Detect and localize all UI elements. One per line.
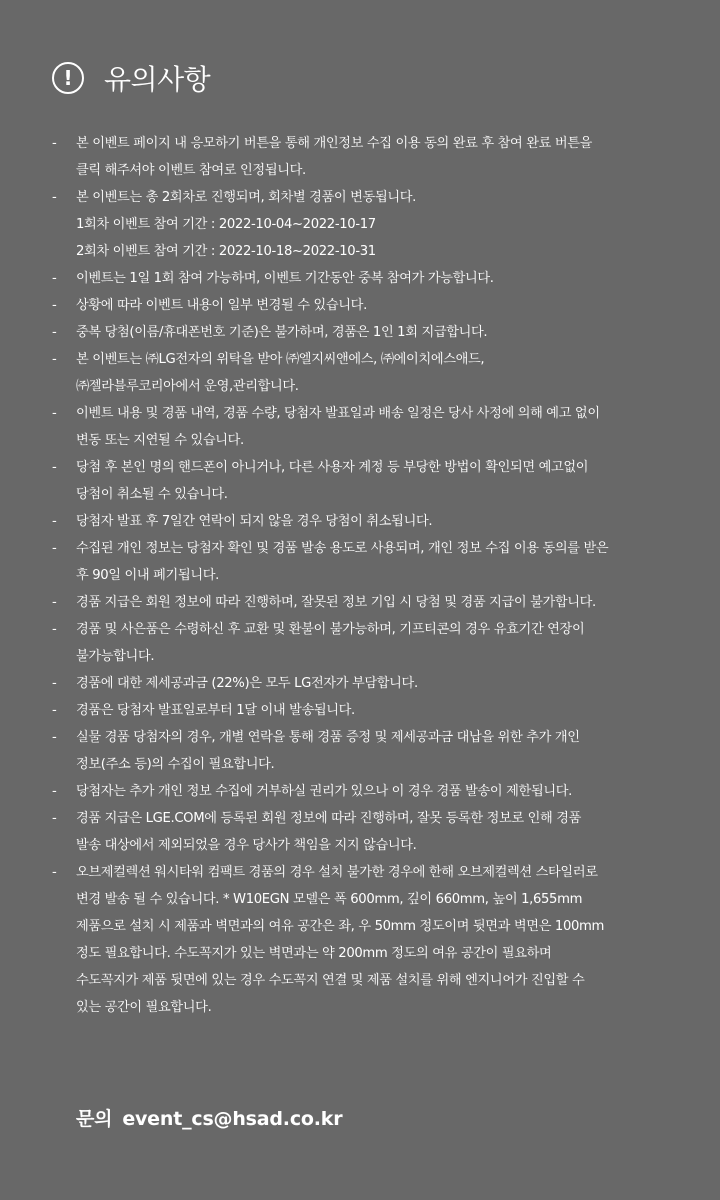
bullet-dash: - bbox=[52, 622, 57, 637]
notice-line: 수집된 개인 정보는 당첨자 확인 및 경품 발송 용도로 사용되며, 개인 정보 수집 이용 동의를 받은 bbox=[76, 541, 609, 556]
bullet-dash: - bbox=[52, 811, 57, 826]
notice-line: 경품 지급은 LGE.COM에 등록된 회원 정보에 따라 진행하며, 잘못 등록한 정보로 인해 경품 bbox=[76, 811, 582, 826]
bullet-dash: - bbox=[52, 514, 57, 529]
notice-text bbox=[76, 778, 692, 805]
bullet-dash: - bbox=[52, 595, 57, 610]
bullet-dash: - bbox=[52, 136, 57, 151]
notice-item bbox=[52, 535, 692, 589]
notice-line: 있는 공간이 필요합니다. bbox=[76, 1000, 212, 1015]
notice-item bbox=[52, 805, 692, 859]
notice-item bbox=[52, 670, 692, 697]
bullet-dash: - bbox=[52, 271, 57, 286]
notice-line: 당첨자 발표 후 7일간 연락이 되지 않을 경우 당첨이 취소됩니다. bbox=[76, 514, 433, 529]
notice-line: 실물 경품 당첨자의 경우, 개별 연락을 통해 경품 증정 및 제세공과금 대납을 위한 추가 개인 bbox=[76, 730, 580, 745]
notice-list bbox=[52, 130, 692, 1021]
notice-text bbox=[76, 724, 692, 778]
notice-text bbox=[76, 184, 692, 265]
notice-item bbox=[52, 346, 692, 400]
notice-text bbox=[76, 859, 692, 1021]
notice-line: 본 이벤트는 총 2회차로 진행되며, 회차별 경품이 변동됩니다. bbox=[76, 190, 416, 205]
notice-item bbox=[52, 697, 692, 724]
notice-text bbox=[76, 589, 692, 616]
notice-line: 당첨이 취소될 수 있습니다. bbox=[76, 487, 228, 502]
notice-text bbox=[76, 508, 692, 535]
notice-line: 본 이벤트 페이지 내 응모하기 버튼을 통해 개인정보 수집 이용 동의 완료 후 참여 완료 버튼을 bbox=[76, 136, 593, 151]
contact-info bbox=[76, 1104, 342, 1131]
notice-line: 경품은 당첨자 발표일로부터 1달 이내 발송됩니다. bbox=[76, 703, 355, 718]
bullet-dash: - bbox=[52, 703, 57, 718]
notice-line: 2회차 이벤트 참여 기간 : 2022-10-18~2022-10-31 bbox=[76, 244, 376, 259]
notice-line: 수도꼭지가 제품 뒷면에 있는 경우 수도꼭지 연결 및 제품 설치를 위해 엔지니어가 진입할 수 bbox=[76, 973, 585, 988]
bullet-dash: - bbox=[52, 676, 57, 691]
notice-line: 경품에 대한 제세공과금 (22%)은 모두 LG전자가 부담합니다. bbox=[76, 676, 418, 691]
notice-line: ㈜젤라블루코리아에서 운영,관리합니다. bbox=[76, 379, 299, 394]
notice-line: 정도 필요합니다. 수도꼭지가 있는 벽면과는 약 200mm 정도의 여유 공간이 필요하며 bbox=[76, 946, 552, 961]
notice-line: 당첨 후 본인 명의 핸드폰이 아니거나, 다른 사용자 계정 등 부당한 방법이 확인되면 예고없이 bbox=[76, 460, 589, 475]
notice-item bbox=[52, 454, 692, 508]
bullet-dash: - bbox=[52, 190, 57, 205]
notice-line: 중복 당첨(이름/휴대폰번호 기준)은 불가하며, 경품은 1인 1회 지급합니다. bbox=[76, 325, 488, 340]
notice-line: 제품으로 설치 시 제품과 벽면과의 여유 공간은 좌, 우 50mm 정도이며 뒷면과 벽면은 100mm bbox=[76, 919, 605, 934]
bullet-dash: - bbox=[52, 460, 57, 475]
bullet-dash: - bbox=[52, 298, 57, 313]
notice-text bbox=[76, 265, 692, 292]
notice-item bbox=[52, 319, 692, 346]
notice-text bbox=[76, 319, 692, 346]
notice-text bbox=[76, 535, 692, 589]
notice-line: 발송 대상에서 제외되었을 경우 당사가 책임을 지지 않습니다. bbox=[76, 838, 417, 853]
notice-line: 본 이벤트는 ㈜LG전자의 위탁을 받아 ㈜엘지씨앤에스, ㈜에이치에스애드, bbox=[76, 352, 485, 367]
notice-text bbox=[76, 616, 692, 670]
notice-line: 후 90일 이내 폐기됩니다. bbox=[76, 568, 219, 583]
notice-item bbox=[52, 130, 692, 184]
notice-item bbox=[52, 589, 692, 616]
bullet-dash: - bbox=[52, 541, 57, 556]
notice-line: 1회차 이벤트 참여 기간 : 2022-10-04~2022-10-17 bbox=[76, 217, 376, 232]
notice-item bbox=[52, 724, 692, 778]
bullet-dash: - bbox=[52, 406, 57, 421]
notice-item bbox=[52, 778, 692, 805]
notice-text bbox=[76, 292, 692, 319]
page-title: 유의사항 bbox=[104, 63, 211, 96]
notice-line: 당첨자는 추가 개인 정보 수집에 거부하실 권리가 있으나 이 경우 경품 발송이 제한됩니다. bbox=[76, 784, 572, 799]
notice-item bbox=[52, 400, 692, 454]
bullet-dash: - bbox=[52, 865, 57, 880]
notice-item bbox=[52, 508, 692, 535]
notice-line: 오브제컬렉션 워시타워 컴팩트 경품의 경우 설치 불가한 경우에 한해 오브제컬렉션 스타일러로 bbox=[76, 865, 598, 880]
notice-text bbox=[76, 400, 692, 454]
notice-item bbox=[52, 616, 692, 670]
notice-line: 이벤트는 1일 1회 참여 가능하며, 이벤트 기간동안 중복 참여가 가능합니다. bbox=[76, 271, 494, 286]
bullet-dash: - bbox=[52, 325, 57, 340]
notice-text bbox=[76, 346, 692, 400]
notice-line: 이벤트 내용 및 경품 내역, 경품 수량, 당첨자 발표일과 배송 일정은 당사 사정에 의해 예고 없이 bbox=[76, 406, 600, 421]
notice-line: 변동 또는 지연될 수 있습니다. bbox=[76, 433, 244, 448]
notice-header bbox=[52, 56, 210, 100]
contact-email[interactable]: event_cs@hsad.co.kr bbox=[122, 1108, 343, 1130]
notice-item bbox=[52, 184, 692, 265]
notice-line: 정보(주소 등)의 수집이 필요합니다. bbox=[76, 757, 275, 772]
notice-text bbox=[76, 130, 692, 184]
notice-text bbox=[76, 670, 692, 697]
notice-line: 경품 지급은 회원 정보에 따라 진행하며, 잘못된 정보 기입 시 당첨 및 경품 지급이 불가합니다. bbox=[76, 595, 596, 610]
bullet-dash: - bbox=[52, 730, 57, 745]
exclamation-circle-icon: ! bbox=[52, 62, 84, 94]
notice-item bbox=[52, 265, 692, 292]
notice-line: 클릭 해주셔야 이벤트 참여로 인정됩니다. bbox=[76, 163, 306, 178]
bullet-dash: - bbox=[52, 784, 57, 799]
notice-line: 변경 발송 될 수 있습니다. * W10EGN 모델은 폭 600mm, 깊이 660mm, 높이 1,655mm bbox=[76, 892, 583, 907]
notice-item bbox=[52, 859, 692, 1021]
bullet-dash: - bbox=[52, 352, 57, 367]
notice-line: 경품 및 사은품은 수령하신 후 교환 및 환불이 불가능하며, 기프티콘의 경우 유효기간 연장이 bbox=[76, 622, 585, 637]
notice-line: 불가능합니다. bbox=[76, 649, 155, 664]
notice-text bbox=[76, 697, 692, 724]
notice-item bbox=[52, 292, 692, 319]
notice-text bbox=[76, 805, 692, 859]
notice-text bbox=[76, 454, 692, 508]
notice-line: 상황에 따라 이벤트 내용이 일부 변경될 수 있습니다. bbox=[76, 298, 367, 313]
contact-label: 문의 bbox=[76, 1108, 113, 1130]
